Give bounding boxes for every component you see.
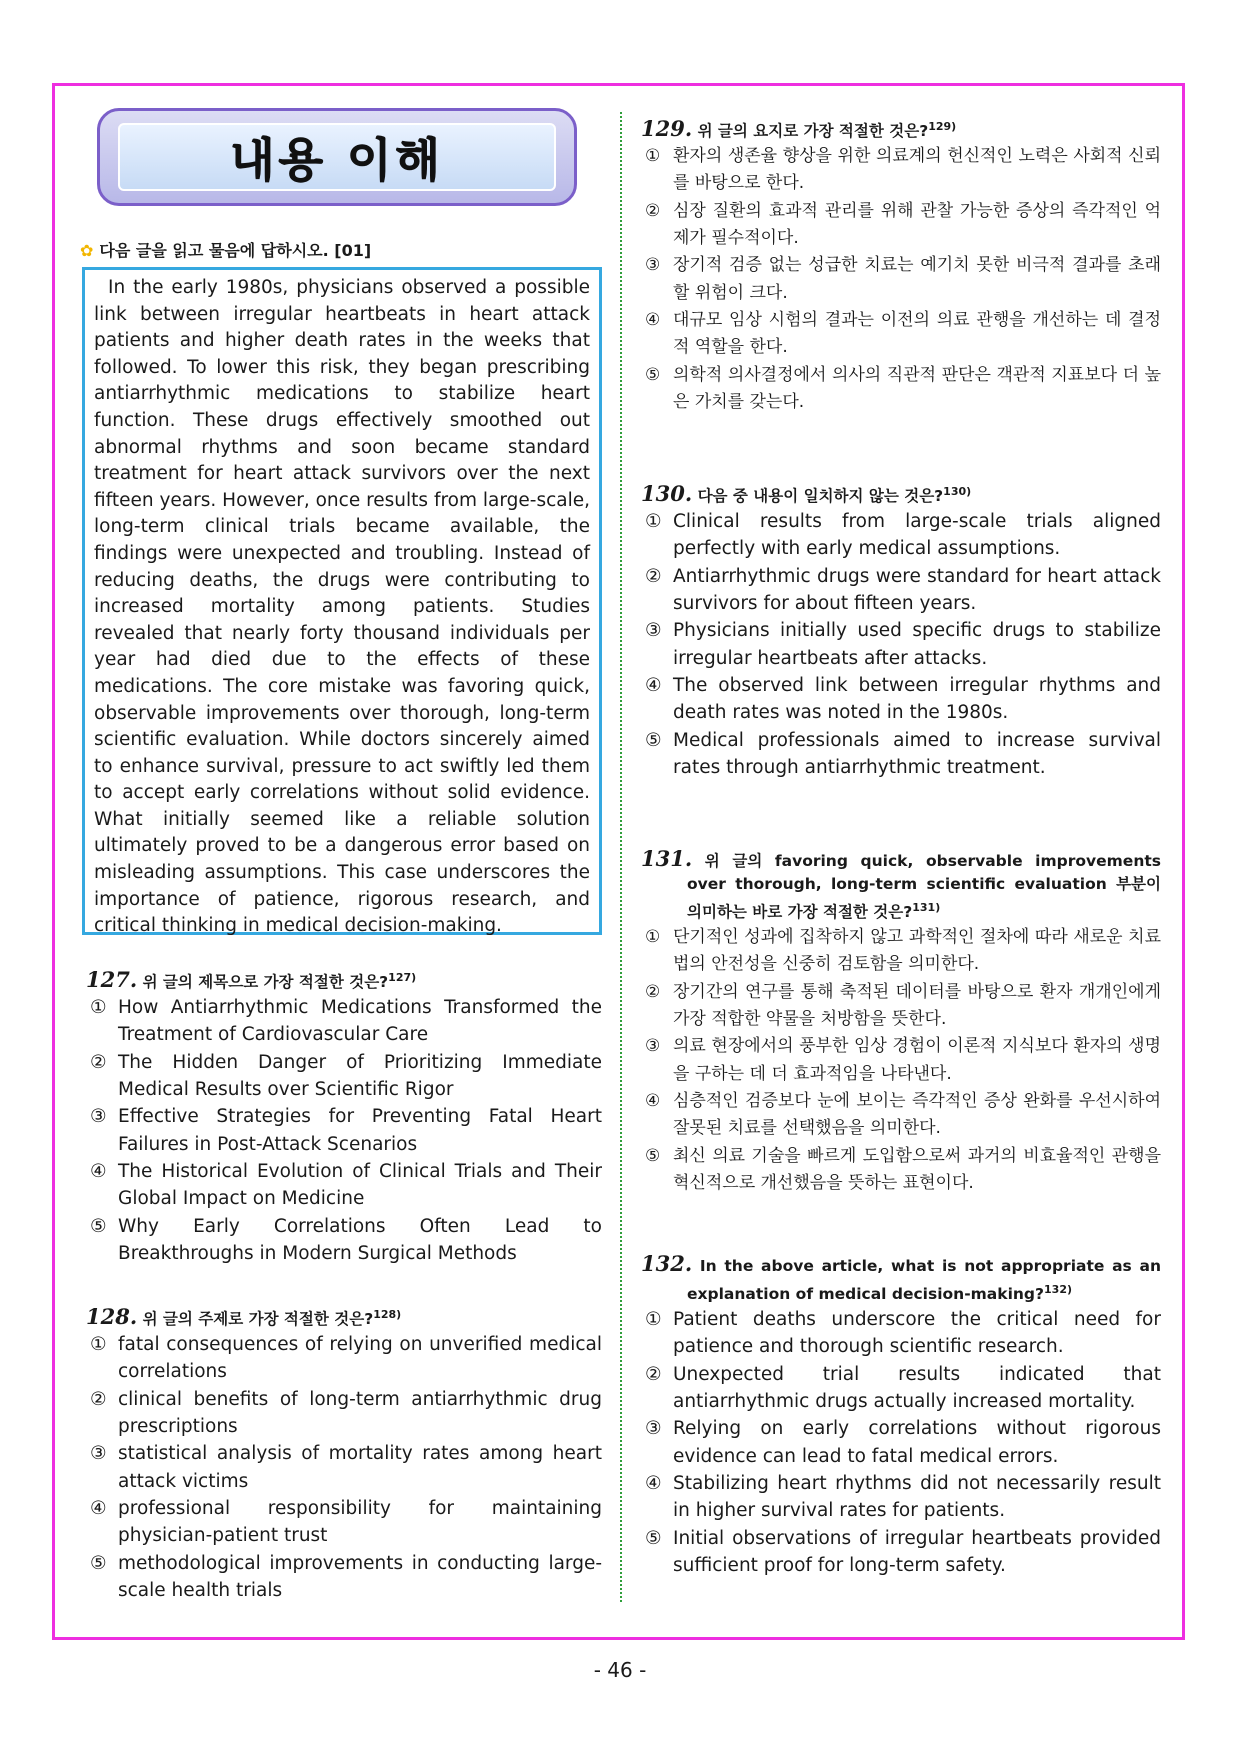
question-number: 127. — [86, 967, 138, 993]
option-5[interactable] — [86, 1550, 602, 1605]
option-marker: ② — [645, 565, 662, 587]
option-1[interactable] — [86, 1331, 602, 1386]
question-131 — [641, 847, 1161, 1197]
question-text: In the above article, what is not appropriate as an explanation of medical decision-making? — [687, 1257, 1161, 1304]
option-marker: ③ — [645, 1418, 662, 1440]
option-list — [641, 143, 1161, 416]
option-marker: ⑤ — [645, 729, 662, 751]
question-header — [641, 847, 1161, 924]
option-text: How Antiarrhythmic Medications Transformed the Treatment of Cardiovascular Care — [118, 997, 602, 1046]
option-4[interactable] — [641, 1088, 1161, 1143]
option-1[interactable] — [86, 994, 602, 1049]
instruction — [80, 238, 371, 261]
option-list — [641, 924, 1161, 1197]
option-list — [641, 508, 1161, 781]
question-footnote: 132) — [1044, 1283, 1073, 1296]
option-2[interactable] — [641, 563, 1161, 618]
option-3[interactable] — [641, 252, 1161, 307]
option-1[interactable] — [641, 924, 1161, 979]
passage-text: In the early 1980s, physicians observed a possible link between irregular heartbeats in heart attack patients and higher death rates in the weeks that followed. To lower this risk, they began prescribing antiarrhythmic medications to stabilize heart function. These drugs effectively smoothed out abnormal rhythms and soon became standard treatment for heart attack survivors over the next fifteen years. However, once results from large-scale, long-term clinical trials became available, the findings were unexpected and troubling. Instead of reducing deaths, the drugs were contributing to increased mortality among patients. Studies revealed that nearly forty thousand individuals per year had died due to the effects of these medications. The core mistake was favoring quick, observable improvements over thorough, long-term scientific evaluation. While doctors sincerely aimed to enhance survival, pressure to act swiftly led them to accept early correlations without solid evidence. What initially seemed like a reliable solution ultimately proved to be a dangerous error based on misleading assumptions. This case underscores the importance of patience, rigorous research, and critical thinking in medical decision-making. — [94, 277, 590, 937]
option-4[interactable] — [641, 307, 1161, 362]
option-marker: ⑤ — [90, 1552, 107, 1574]
option-marker: ⑤ — [90, 1215, 107, 1237]
option-4[interactable] — [86, 1495, 602, 1550]
option-marker: ② — [645, 1363, 662, 1385]
option-text: 심장 질환의 효과적 관리를 위해 관찰 가능한 증상의 즉각적인 억제가 필수적이다. — [673, 200, 1161, 249]
question-footnote: 128) — [373, 1308, 402, 1321]
option-text: 의료 현장에서의 풍부한 임상 경험이 이론적 지식보다 환자의 생명을 구하는 데 더 효과적임을 나타낸다. — [673, 1036, 1161, 1084]
option-text: 대규모 임상 시험의 결과는 이전의 의료 관행을 개선하는 데 결정적 역할을 한다. — [673, 309, 1161, 358]
option-2[interactable] — [86, 1049, 602, 1104]
option-marker: ⑤ — [645, 364, 661, 385]
option-text: The Hidden Danger of Prioritizing Immediate Medical Results over Scientific Rigor — [118, 1051, 602, 1101]
question-number: 128. — [86, 1304, 138, 1330]
question-130 — [641, 480, 1161, 781]
option-marker: ③ — [90, 1443, 107, 1465]
option-marker: ① — [645, 511, 662, 533]
question-text: 위 글의 요지로 가장 적절한 것은? — [697, 122, 929, 141]
question-footnote: 131) — [912, 901, 941, 914]
question-header — [641, 480, 1161, 508]
option-5[interactable] — [641, 1525, 1161, 1580]
column-divider — [620, 112, 622, 1602]
flower-icon: ✿ — [80, 241, 94, 260]
question-132 — [641, 1252, 1161, 1579]
option-text: Antiarrhythmic drugs were standard for heart attack survivors for about fifteen years. — [673, 565, 1161, 615]
question-number: 131. — [641, 846, 693, 871]
question-footnote: 130) — [943, 485, 972, 498]
option-3[interactable] — [86, 1103, 602, 1158]
option-2[interactable] — [641, 979, 1161, 1034]
question-footnote: 129) — [928, 120, 957, 133]
option-text: Patient deaths underscore the critical need for patience and thorough scientific research. — [673, 1309, 1161, 1358]
question-number: 129. — [641, 116, 693, 142]
question-header — [86, 1303, 602, 1331]
option-list — [86, 1331, 602, 1604]
option-marker: ④ — [645, 674, 662, 696]
question-129 — [641, 115, 1161, 416]
option-text: methodological improvements in conducting large-scale health trials — [118, 1552, 602, 1601]
option-text: 장기간의 연구를 통해 축적된 데이터를 바탕으로 환자 개개인에게 가장 적합한 약물을 처방함을 뜻한다. — [673, 981, 1161, 1030]
option-4[interactable] — [641, 672, 1161, 727]
option-text: Relying on early correlations without rigorous evidence can lead to fatal medical errors. — [673, 1418, 1161, 1467]
option-3[interactable] — [641, 1415, 1161, 1470]
option-marker: ① — [90, 997, 107, 1019]
option-text: Why Early Correlations Often Lead to Breakthroughs in Modern Surgical Methods — [118, 1215, 602, 1264]
option-5[interactable] — [641, 362, 1161, 417]
option-text: statistical analysis of mortality rates among heart attack victims — [118, 1443, 602, 1492]
option-2[interactable] — [641, 198, 1161, 253]
option-marker: ② — [645, 981, 661, 1002]
option-text: 장기적 검증 없는 성급한 치료는 예기치 못한 비극적 결과를 초래할 위험이 크다. — [673, 255, 1161, 303]
option-marker: ⑤ — [645, 1527, 662, 1549]
question-header — [641, 1252, 1161, 1306]
page-number: - 46 - — [593, 1658, 647, 1682]
question-127 — [86, 966, 602, 1267]
option-marker: ③ — [645, 1036, 661, 1057]
option-text: The Historical Evolution of Clinical Trials and Their Global Impact on Medicine — [118, 1160, 602, 1210]
option-marker: ② — [90, 1388, 107, 1410]
option-marker: ② — [90, 1051, 107, 1073]
option-marker: ① — [645, 1309, 662, 1331]
option-marker: ④ — [90, 1497, 107, 1519]
option-text: Medical professionals aimed to increase survival rates through antiarrhythmic treatment. — [673, 729, 1161, 778]
option-marker: ② — [645, 200, 661, 221]
question-128 — [86, 1303, 602, 1604]
title-banner — [97, 108, 577, 206]
option-2[interactable] — [86, 1386, 602, 1441]
option-marker: ① — [645, 927, 661, 948]
option-text: clinical benefits of long-term antiarrhythmic drug prescriptions — [118, 1388, 602, 1438]
option-text: 의학적 의사결정에서 의사의 직관적 판단은 객관적 지표보다 더 높은 가치를 갖는다. — [673, 364, 1161, 412]
question-number: 130. — [641, 481, 693, 507]
option-text: 심층적인 검증보다 눈에 보이는 즉각적인 증상 완화를 우선시하여 잘못된 치료를 선택했음을 의미한다. — [673, 1090, 1161, 1139]
option-5[interactable] — [86, 1213, 602, 1268]
option-text: Effective Strategies for Preventing Fatal Heart Failures in Post-Attack Scenarios — [118, 1106, 602, 1155]
option-marker: ④ — [645, 1090, 661, 1111]
option-marker: ③ — [90, 1106, 107, 1128]
option-4[interactable] — [641, 1470, 1161, 1525]
option-text: Stabilizing heart rhythms did not necessarily result in higher survival rates for patients. — [673, 1472, 1161, 1522]
option-marker: ① — [90, 1334, 107, 1356]
question-text: 다음 중 내용이 일치하지 않는 것은? — [697, 487, 944, 506]
option-marker: ① — [645, 146, 661, 167]
title-plate — [118, 123, 556, 191]
question-text: 위 글의 favoring quick, observable improvements over thorough, long-term scientific evaluation 부분이 의미하는 바로 가장 적절한 것은? — [687, 852, 1161, 922]
section-title: 내용 이해 — [230, 133, 444, 187]
option-marker: ⑤ — [645, 1145, 661, 1166]
option-text: 최신 의료 기술을 빠르게 도입함으로써 과거의 비효율적인 관행을 혁신적으로 개선했음을 뜻하는 표현이다. — [673, 1145, 1161, 1193]
option-text: Physicians initially used specific drugs to stabilize irregular heartbeats after attacks. — [673, 620, 1161, 669]
option-3[interactable] — [86, 1440, 602, 1495]
option-marker: ④ — [645, 309, 661, 330]
option-marker: ④ — [645, 1472, 662, 1494]
question-text: 위 글의 제목으로 가장 적절한 것은? — [142, 973, 389, 992]
option-1[interactable] — [641, 143, 1161, 198]
option-text: The observed link between irregular rhythms and death rates was noted in the 1980s. — [673, 674, 1161, 724]
question-number: 132. — [641, 1251, 693, 1276]
option-4[interactable] — [86, 1158, 602, 1213]
option-3[interactable] — [641, 1033, 1161, 1088]
reading-passage — [82, 267, 602, 935]
option-list — [86, 994, 602, 1267]
option-1[interactable] — [641, 1306, 1161, 1361]
question-footnote: 127) — [388, 971, 417, 984]
option-5[interactable] — [641, 727, 1161, 782]
instruction-text: 다음 글을 읽고 물음에 답하시오. [01] — [99, 241, 372, 260]
question-header — [641, 115, 1161, 143]
option-text: 단기적인 성과에 집착하지 않고 과학적인 절차에 따라 새로운 치료법의 안전성을 신중히 검토함을 의미한다. — [673, 927, 1161, 975]
question-text: 위 글의 주제로 가장 적절한 것은? — [142, 1310, 374, 1329]
option-text: fatal consequences of relying on unverified medical correlations — [118, 1334, 602, 1383]
option-3[interactable] — [641, 617, 1161, 672]
option-text: professional responsibility for maintaining physician-patient trust — [118, 1497, 602, 1547]
option-1[interactable] — [641, 508, 1161, 563]
question-header — [86, 966, 602, 994]
option-list — [641, 1306, 1161, 1579]
option-text: Clinical results from large-scale trials aligned perfectly with early medical assumptions. — [673, 511, 1161, 560]
option-marker: ③ — [645, 620, 662, 642]
option-text: 환자의 생존율 향상을 위한 의료계의 헌신적인 노력은 사회적 신뢰를 바탕으로 한다. — [673, 146, 1161, 194]
option-marker: ④ — [90, 1160, 107, 1182]
option-text: Initial observations of irregular heartbeats provided sufficient proof for long-term safety. — [673, 1527, 1161, 1576]
option-text: Unexpected trial results indicated that antiarrhythmic drugs actually increased mortality. — [673, 1363, 1161, 1413]
option-5[interactable] — [641, 1143, 1161, 1198]
option-marker: ③ — [645, 255, 661, 276]
option-2[interactable] — [641, 1361, 1161, 1416]
